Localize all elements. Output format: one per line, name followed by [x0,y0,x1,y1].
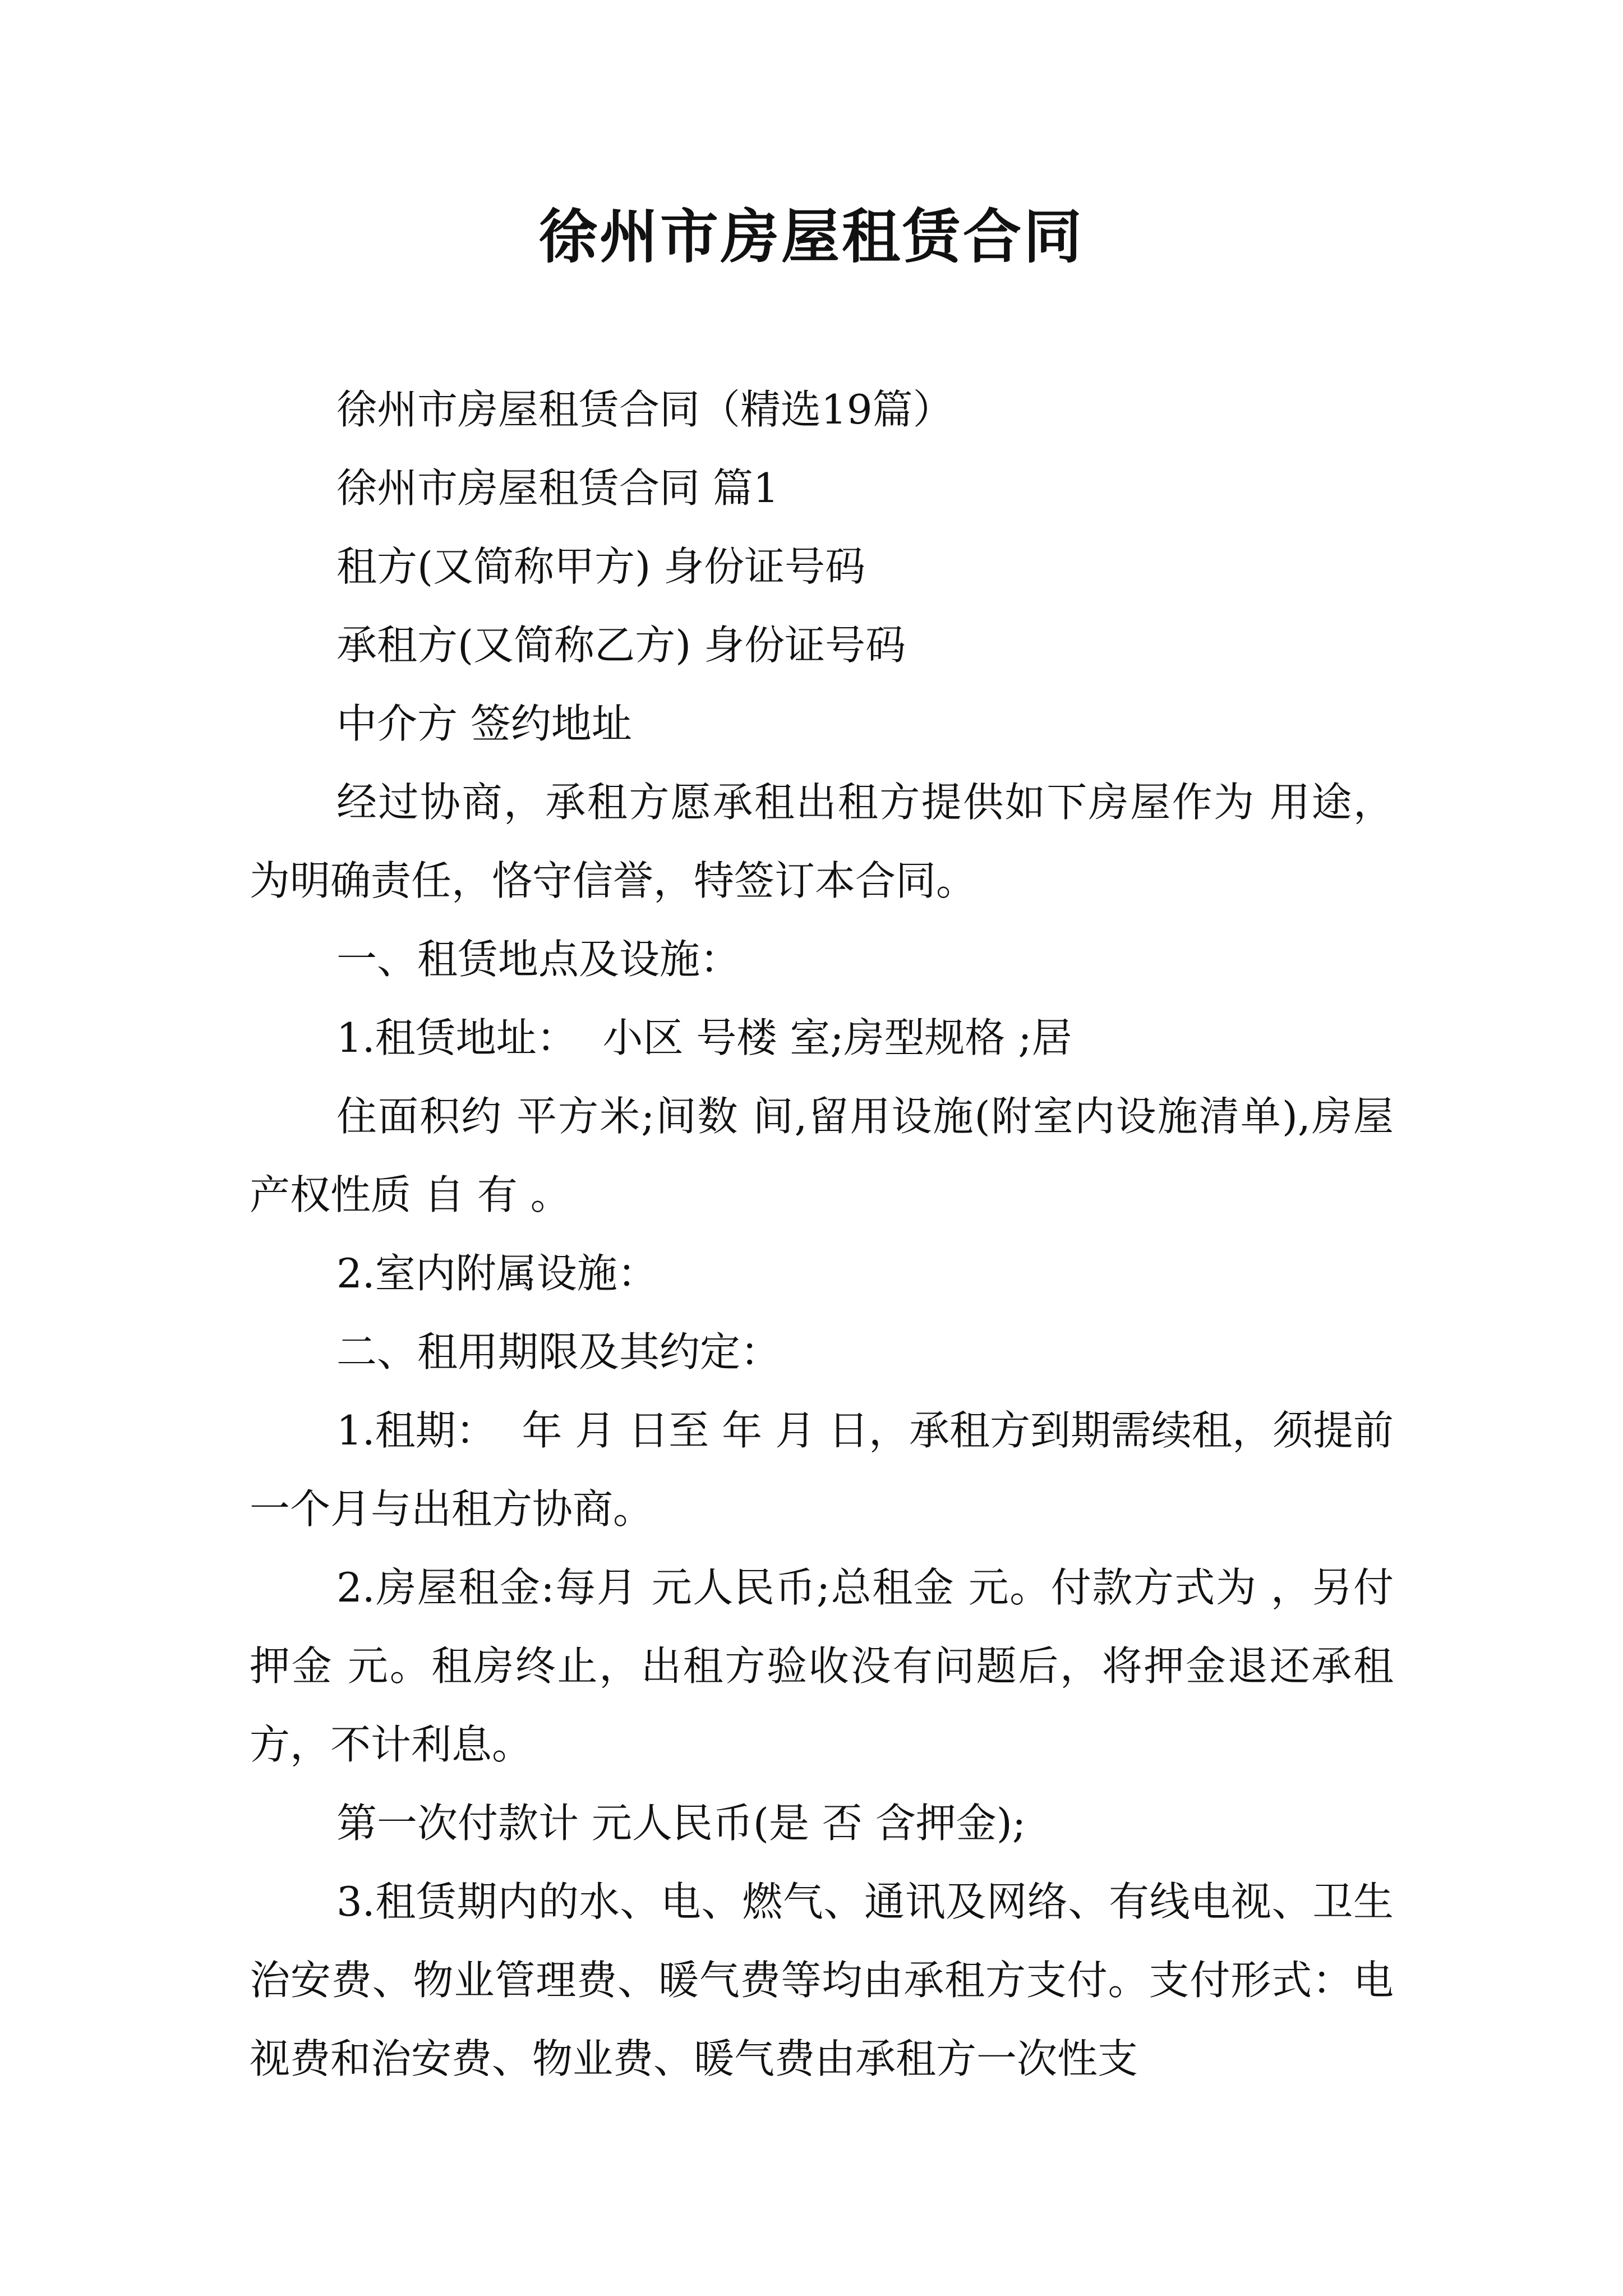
paragraph: 徐州市房屋租赁合同 篇1 [336,464,779,512]
paragraph: 2.室内附属设施： [336,1250,658,1297]
paragraph: 1.租期： 年 月 日至 年 月 日，承租方到期需续租，须提前一个月与出租方协商。 [250,1407,1394,1533]
paragraph: 住面积约 平方米;间数 间,留用设施(附室内设施清单),房屋产权性质 自 有 。 [250,1093,1394,1218]
paragraph: 一、租赁地点及设施： [336,936,741,983]
paragraph: 3.租赁期内的水、电、燃气、通讯及网络、有线电视、卫生治安费、物业管理费、暖气费等均由承租方支付。支付形式：电视费和治安费、物业费、暖气费由承租方一次性支 [250,1878,1394,2082]
paragraph: 经过协商，承租方愿承租出租方提供如下房屋作为 用途，为明确责任，恪守信誉，特签订本合同。 [250,779,1394,904]
paragraph: 2.房屋租金:每月 元人民币;总租金 元。付款方式为 ，另付押金 元。租房终止，出租方验收没有问题后，将押金退还承租方，不计利息。 [250,1564,1394,1768]
paragraph: 租方(又简称甲方) 身份证号码 [336,543,866,590]
paragraph: 1.租赁地址： 小区 号楼 室;房型规格 ;居 [336,1014,1072,1061]
paragraph: 第一次付款计 元人民币(是 否 含押金); [336,1800,1026,1847]
paragraph: 徐州市房屋租赁合同（精选19篇） [336,386,953,433]
document-body [250,370,1394,2098]
document-title: 徐州市房屋租赁合同 [538,203,1084,271]
paragraph: 承租方(又简称乙方) 身份证号码 [336,622,906,669]
paragraph: 二、租用期限及其约定： [336,1328,781,1375]
paragraph: 中介方 签约地址 [336,700,632,747]
